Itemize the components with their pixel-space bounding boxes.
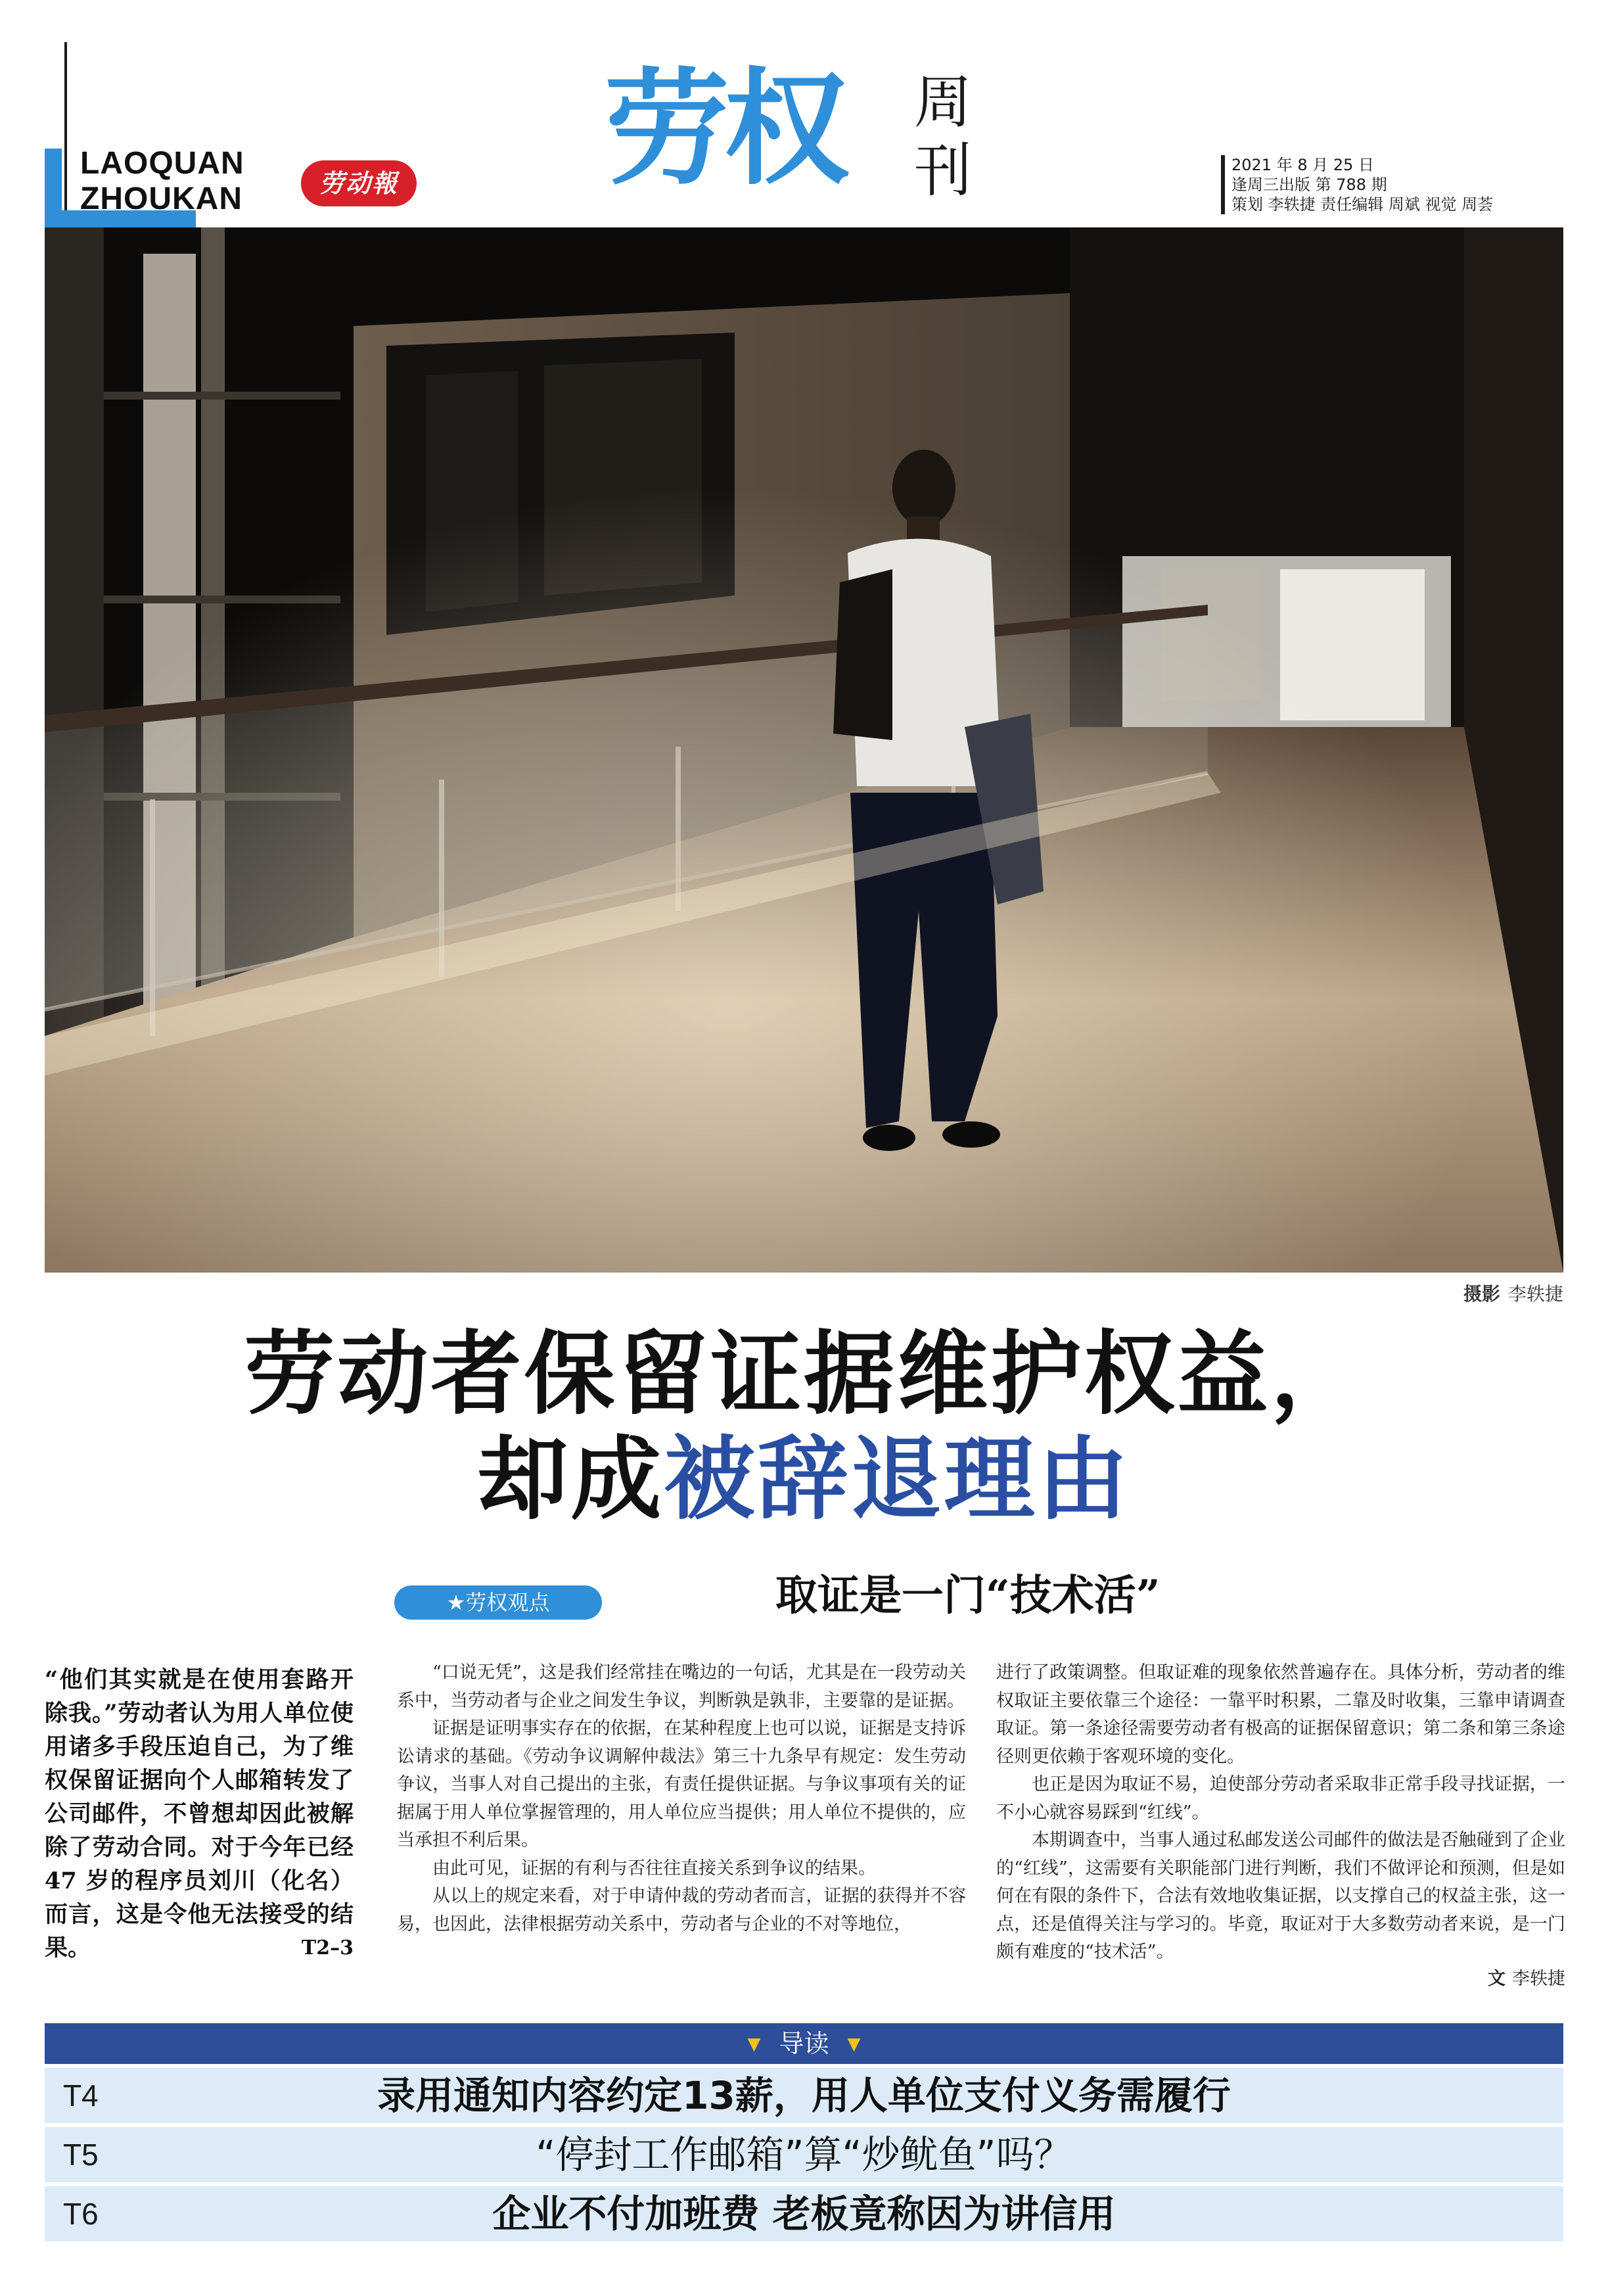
- opinion-title: 取证是一门“技术活”: [775, 1571, 1160, 1620]
- article-paragraph: “口说无凭”，这是我们经常挂在嘴边的一句话，尤其是在一段劳动关系中，当劳动者与企业之间发生争议，判断孰是孰非，主要靠的是证据。: [397, 1662, 966, 1711]
- photo-credit-name: 李轶捷: [1507, 1283, 1563, 1305]
- masthead-name-cn: 劳权: [605, 57, 844, 202]
- issue-edition: 逢周三出版 第 788 期: [1231, 176, 1387, 194]
- guide-item-page: T6: [63, 2197, 99, 2231]
- issue-credits: 策划 李轶捷 责任编辑 周斌 视觉 周荟: [1231, 195, 1494, 214]
- article-column-1: [397, 1659, 966, 1938]
- guide-item-title: 录用通知内容约定13薪，用人单位支付义务需履行: [377, 2073, 1231, 2118]
- headline-line2-highlight: 被辞退理由: [664, 1425, 1131, 1532]
- article-byline: [996, 1965, 1565, 1994]
- article-column-2: [996, 1659, 1565, 1993]
- masthead-name-en: [80, 146, 244, 217]
- masthead-suffix-zhou: 周: [913, 68, 972, 136]
- article-paragraph: 证据是证明事实存在的依据，在某种程度上也可以说，证据是支持诉讼请求的基础。《劳动争议调解仲裁法》第三十九条早有规定：发生劳动争议，当事人对自己提出的主张，有责任提供证据。与争议事项有关的证据属于用人单位掌握管理的，用人单位应当提供；用人单位不提供的，应当承担不利后果。: [397, 1718, 966, 1850]
- lead-text: “他们其实就是在使用套路开除我。”劳动者认为用人单位使用诸多手段压迫自己，为了维权保留证据向个人邮箱转发了公司邮件，不曾想却因此被解除了劳动合同。对于今年已经 47 岁的程序员刘川（化名）而言，这是令他无法接受的结果。: [45, 1666, 354, 1961]
- article-paragraph: 由此可见，证据的有利与否往往直接关系到争议的结果。: [432, 1858, 876, 1879]
- guide-title: 导读: [779, 2029, 829, 2058]
- masthead-bracket-line: [64, 42, 67, 227]
- hero-photo-illustration: [45, 227, 1563, 1273]
- article-paragraph: 从以上的规定来看，对于申请仲裁的劳动者而言，证据的获得并不容易，也因此，法律根据劳动关系中，劳动者与企业的不对等地位，: [397, 1886, 966, 1934]
- photo-credit: [1463, 1280, 1563, 1306]
- lead-summary: [45, 1663, 354, 1965]
- article-paragraph: 进行了政策调整。但取证难的现象依然普遍存在。具体分析，劳动者的维权取证主要依靠三个途径：一靠平时积累，二靠及时收集，三靠申请调查取证。第一条途径需要劳动者有极高的证据保留意识；第二条和第三条途径则更依赖于客观环境的变化。: [996, 1662, 1565, 1767]
- lead-page-ref: T2–3: [301, 1936, 354, 1959]
- guide-item-title: 企业不付加班费 老板竟称因为讲信用: [492, 2191, 1116, 2236]
- guide-item-page: T4: [63, 2078, 99, 2113]
- opinion-label-badge: ★劳权观点: [394, 1585, 602, 1620]
- newspaper-seal-logo: 劳动報: [301, 160, 417, 206]
- headline-line2-part1: 却成: [477, 1425, 664, 1532]
- masthead-suffix-kan: 刊: [913, 137, 972, 204]
- guide-header: [45, 2023, 1563, 2064]
- masthead-name-en-line2: ZHOUKAN: [80, 181, 242, 216]
- article-paragraph: 也正是因为取证不易，迫使部分劳动者采取非正常手段寻找证据，一不小心就容易踩到“红线”。: [996, 1774, 1565, 1823]
- issue-info: [1221, 155, 1493, 214]
- guide-item-t4[interactable]: [45, 2068, 1563, 2123]
- masthead-name-en-line1: LAOQUAN: [80, 146, 244, 181]
- headline-line1: 劳动者保留证据维护权益，: [244, 1320, 1364, 1427]
- triangle-down-icon: ▼: [847, 2034, 861, 2054]
- photo-credit-label: 摄影: [1463, 1283, 1500, 1305]
- guide-item-t6[interactable]: [45, 2186, 1563, 2241]
- hero-photo: [45, 227, 1563, 1273]
- masthead-name-cn-suffix: [913, 68, 973, 205]
- issue-date: 2021 年 8 月 25 日: [1231, 156, 1375, 174]
- article-paragraph: 本期调查中，当事人通过私邮发送公司邮件的做法是否触碰到了企业的“红线”，这需要有关职能部门进行判断，我们不做评论和预测，但是如何在有限的条件下，合法有效地收集证据，以支撑自己的权益主张，这一点，还是值得关注与学习的。毕竟，取证对于大多数劳动者来说，是一门颇有难度的“技术活”。: [996, 1830, 1565, 1962]
- guide-item-page: T5: [63, 2138, 99, 2172]
- byline-label: 文: [1488, 1968, 1505, 1989]
- triangle-down-icon: ▼: [747, 2034, 761, 2054]
- guide-item-title: “停封工作邮箱”算“炒鱿鱼”吗？: [536, 2132, 1072, 2177]
- byline-name: 李轶捷: [1512, 1968, 1565, 1989]
- headline-line2: [0, 1426, 1608, 1532]
- guide-item-t5[interactable]: [45, 2127, 1563, 2182]
